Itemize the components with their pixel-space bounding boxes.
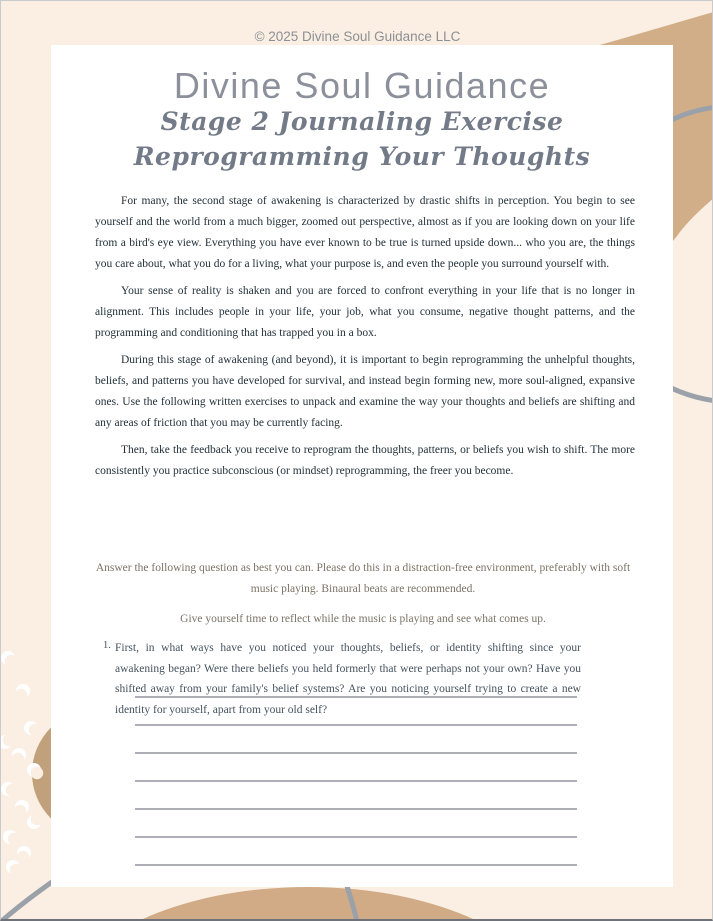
moon-crescent-icon <box>12 748 26 765</box>
paragraph-2: Your sense of reality is shaken and you are forced to confront everything in your life that is no longer in alignment. This includes people in your life, your job, what you consume, negative thought patterns, and the programming and conditioning that has trapped you in a box. <box>95 285 635 339</box>
moon-crescent-icon <box>1 651 17 667</box>
subtitle-topic-line: Reprogramming Your Thoughts <box>133 142 591 171</box>
answer-line <box>135 836 577 838</box>
moon-crescent-icon <box>27 813 43 829</box>
question-text: First, in what ways have you noticed your thoughts, beliefs, or identity shifting since your awakening began? Were there beliefs you held formerly that were perhaps not your own? Have you shifted away from your family's belief systems? Are you noticing yourself trying to create a new identity for yourself, apart from your old self? <box>115 642 581 716</box>
instruction-block-2: Give yourself time to reflect while the music is playing and see what comes up. <box>180 613 546 625</box>
paragraph-1: For many, the second stage of awakening is characterized by drastic shifts in perception. You begin to see yourself and the world from a much bigger, zoomed out perspective, almost as if you are looking down on your life from a bird's eye view. Everything you have ever known to be true is turned upside down... who you are, the things you care about, what you do for a living, what your purpose is, and even the people you surround yourself with. <box>95 195 635 270</box>
instruction-block-1: Answer the following question as best you can. Please do this in a distraction-free environment, preferably with soft music playing. Binaural beats are recommended. <box>95 562 631 595</box>
answer-line <box>135 752 577 754</box>
paragraph-3: During this stage of awakening (and beyond), it is important to begin reprogramming the unhelpful thoughts, beliefs, and patterns you have developed for survival, and instead begin forming new, more soul-aligned, expansive ones. Use the following written exercises to unpack and examine the way your thoughts and beliefs are shifting and any areas of friction that you may be currently facing. <box>95 354 635 429</box>
question-number: 1. <box>103 640 111 651</box>
worksheet-card <box>51 45 673 887</box>
moon-crescent-icon <box>14 800 29 817</box>
answer-line <box>135 780 577 782</box>
answer-line <box>135 864 577 866</box>
answer-line <box>135 808 577 810</box>
subtitle-stage-line: Stage 2 Journaling Exercise <box>160 107 564 136</box>
moon-crescent-icon <box>6 860 22 876</box>
moon-crescent-icon <box>1 782 18 796</box>
paragraph-4: Then, take the feedback you receive to reprogram the thoughts, patterns, or beliefs you wish to shift. The more consistently you practice subconscious (or mindset) reprogramming, the freer you become. <box>95 444 635 477</box>
journal-question <box>103 638 581 720</box>
moon-crescent-icon <box>3 830 20 845</box>
moon-crescent-icon <box>24 721 41 736</box>
moon-crescent-icon <box>17 846 31 863</box>
intro-paragraphs <box>95 191 635 488</box>
tan-blob-bottom <box>68 887 548 921</box>
moon-crescent-icon <box>1 734 15 749</box>
answer-line <box>135 696 577 698</box>
moon-crescent-icon <box>15 684 30 701</box>
answer-line <box>135 724 577 726</box>
brand-title: Divine Soul Guidance <box>173 65 551 106</box>
copyright-text: © 2025 Divine Soul Guidance LLC <box>254 29 461 44</box>
